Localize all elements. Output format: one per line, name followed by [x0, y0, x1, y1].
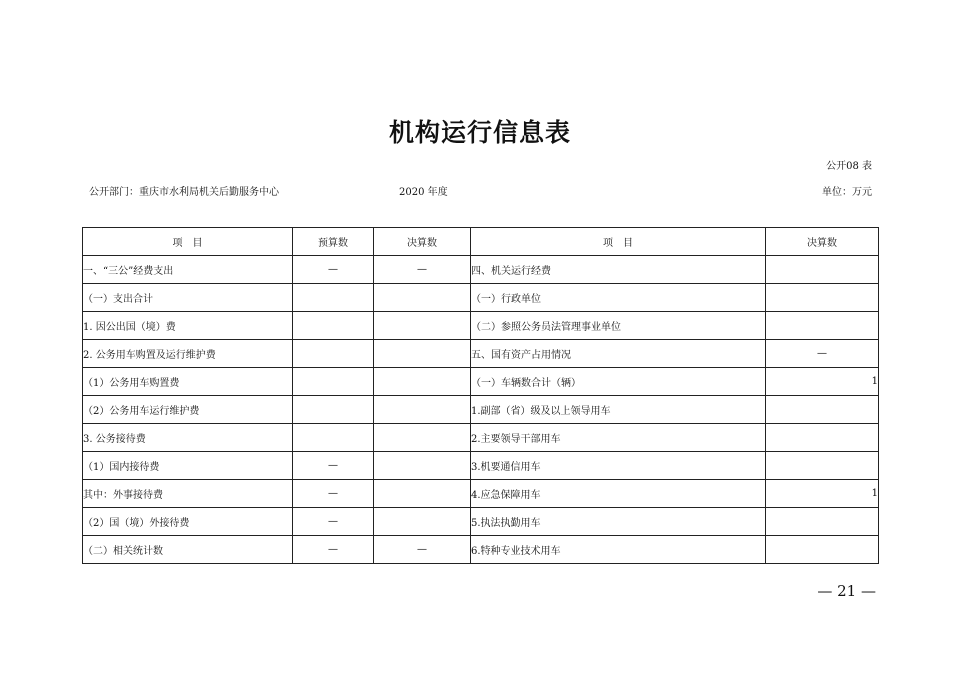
row-item-right: 五、国有资产占用情况	[471, 340, 766, 368]
row-right-final	[766, 508, 879, 536]
row-final	[374, 424, 471, 452]
table-number: 公开08 表	[826, 161, 872, 172]
row-item-right: 1.副部（省）级及以上领导用车	[471, 396, 766, 424]
row-budget	[293, 424, 374, 452]
table-row	[83, 508, 879, 536]
row-final	[374, 284, 471, 312]
table-row	[83, 368, 879, 396]
row-budget: —	[293, 508, 374, 536]
table-row	[83, 340, 879, 368]
row-item-left: （二）相关统计数	[83, 536, 293, 564]
row-final	[374, 368, 471, 396]
row-item-right: （二）参照公务员法管理事业单位	[471, 312, 766, 340]
row-item-left: 1. 因公出国（境）费	[83, 312, 293, 340]
row-right-final	[766, 396, 879, 424]
header-item-left: 项 目	[83, 228, 293, 256]
table-row	[83, 284, 879, 312]
table-row	[83, 452, 879, 480]
row-budget	[293, 368, 374, 396]
table-row	[83, 480, 879, 508]
row-item-left: 2. 公务用车购置及运行维护费	[83, 340, 293, 368]
row-item-right: 2.主要领导干部用车	[471, 424, 766, 452]
row-item-right: 5.执法执勤用车	[471, 508, 766, 536]
row-item-left: 3. 公务接待费	[83, 424, 293, 452]
row-right-final	[766, 424, 879, 452]
row-final	[374, 508, 471, 536]
row-item-left: 一、“三公”经费支出	[83, 256, 293, 284]
row-budget	[293, 396, 374, 424]
row-final	[374, 452, 471, 480]
row-item-right: （一）行政单位	[471, 284, 766, 312]
row-final	[374, 312, 471, 340]
row-budget	[293, 284, 374, 312]
row-right-final	[766, 256, 879, 284]
row-right-final: —	[766, 340, 879, 368]
row-budget: —	[293, 452, 374, 480]
row-item-left: 其中：外事接待费	[83, 480, 293, 508]
row-right-final	[766, 536, 879, 564]
row-right-final: 1	[766, 368, 879, 396]
page-title: 机构运行信息表	[388, 118, 571, 147]
header-budget: 预算数	[293, 228, 374, 256]
row-final: —	[374, 256, 471, 284]
row-item-left: （2）公务用车运行维护费	[83, 396, 293, 424]
row-final	[374, 480, 471, 508]
page-number: — 21 —	[817, 582, 876, 600]
row-item-right: 6.特种专业技术用车	[471, 536, 766, 564]
row-item-left: （1）公务用车购置费	[83, 368, 293, 396]
unit-label: 单位：万元	[822, 187, 872, 198]
header-item-right: 项 目	[471, 228, 766, 256]
row-item-left: （一）支出合计	[83, 284, 293, 312]
row-right-final	[766, 312, 879, 340]
row-right-final: 1	[766, 480, 879, 508]
row-final	[374, 396, 471, 424]
row-item-left: （1）国内接待费	[83, 452, 293, 480]
row-item-right: （一）车辆数合计（辆）	[471, 368, 766, 396]
table-row	[83, 256, 879, 284]
row-right-final	[766, 284, 879, 312]
header-final-left: 决算数	[374, 228, 471, 256]
row-final: —	[374, 536, 471, 564]
row-item-right: 4.应急保障用车	[471, 480, 766, 508]
table-row	[83, 312, 879, 340]
row-right-final	[766, 452, 879, 480]
row-final	[374, 340, 471, 368]
row-budget	[293, 340, 374, 368]
department-label: 公开部门：重庆市水利局机关后勤服务中心	[89, 187, 279, 198]
row-item-right: 3.机要通信用车	[471, 452, 766, 480]
table-header-row	[83, 228, 879, 256]
row-item-right: 四、机关运行经费	[471, 256, 766, 284]
fiscal-year: 2020 年度	[399, 187, 448, 198]
header-final-right: 决算数	[766, 228, 879, 256]
row-budget: —	[293, 480, 374, 508]
row-budget: —	[293, 536, 374, 564]
table-row	[83, 424, 879, 452]
row-budget: —	[293, 256, 374, 284]
table-row	[83, 536, 879, 564]
row-item-left: （2）国（境）外接待费	[83, 508, 293, 536]
row-budget	[293, 312, 374, 340]
info-table	[82, 227, 879, 564]
table-row	[83, 396, 879, 424]
